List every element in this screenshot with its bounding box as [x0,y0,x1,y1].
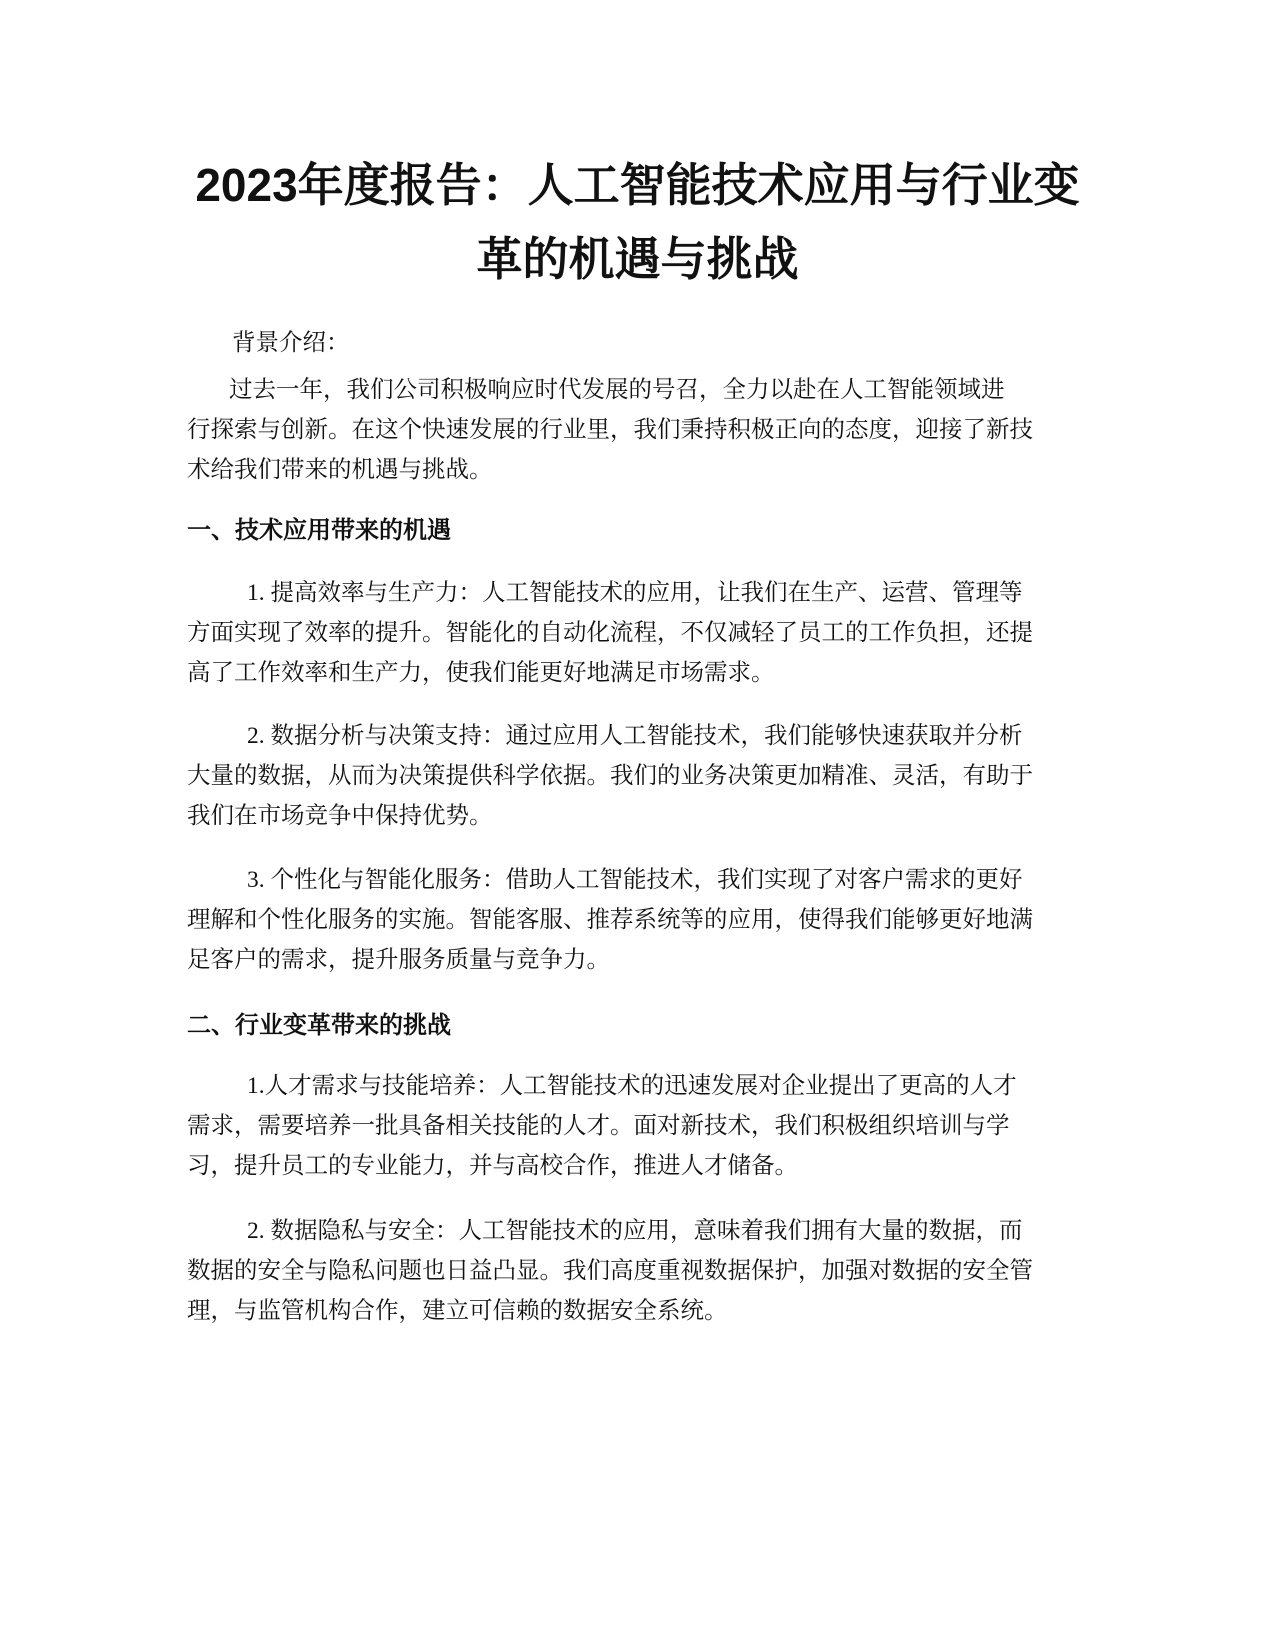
list-item [187,860,1093,980]
paragraph-line: 2. 数据分析与决策支持：通过应用人工智能技术，我们能够快速获取并分析 [247,723,1023,749]
paragraph-line: 理，与监管机构合作，建立可信赖的数据安全系统。 [187,1298,728,1324]
document-title [150,148,1125,296]
intro-label: 背景介绍： [232,330,350,356]
paragraph-line: 数据的安全与隐私问题也日益凸显。我们高度重视数据保护，加强对数据的安全管 [187,1258,1033,1284]
paragraph-line: 需求，需要培养一批具备相关技能的人才。面对新技术，我们积极组织培训与学 [187,1113,1010,1139]
paragraph-line: 术给我们带来的机遇与挑战。 [187,457,493,483]
list-item [187,1211,1093,1331]
paragraph-line: 习，提升员工的专业能力，并与高校合作，推进人才储备。 [187,1153,798,1179]
list-item [187,573,1093,693]
list-item [187,1066,1093,1186]
paragraph-line: 行探索与创新。在这个快速发展的行业里，我们秉持积极正向的态度，迎接了新技 [187,417,1033,443]
section-heading-opportunities: 一、技术应用带来的机遇 [187,517,451,544]
paragraph-line: 大量的数据，从而为决策提供科学依据。我们的业务决策更加精准、灵活，有助于 [187,763,1033,789]
section-heading-challenges: 二、行业变革带来的挑战 [187,1012,451,1039]
paragraph-line: 方面实现了效率的提升。智能化的自动化流程，不仅减轻了员工的工作负担，还提 [187,620,1033,646]
paragraph-line: 1. 提高效率与生产力：人工智能技术的应用，让我们在生产、运营、管理等 [247,580,1023,606]
paragraph-line: 足客户的需求，提升服务质量与竞争力。 [187,947,610,973]
paragraph-line: 高了工作效率和生产力，使我们能更好地满足市场需求。 [187,660,775,686]
paragraph-line: 1.人才需求与技能培养：人工智能技术的迅速发展对企业提出了更高的人才 [247,1073,1017,1099]
intro-paragraph [187,370,1093,490]
paragraph-line: 理解和个性化服务的实施。智能客服、推荐系统等的应用，使得我们能够更好地满 [187,907,1033,933]
paragraph-line: 我们在市场竞争中保持优势。 [187,803,493,829]
title-line-2: 革的机遇与挑战 [476,233,799,285]
title-line-1: 2023年度报告：人工智能技术应用与行业变 [195,159,1080,211]
paragraph-line: 过去一年，我们公司积极响应时代发展的号召，全力以赴在人工智能领域进 [229,377,1005,403]
paragraph-line: 3. 个性化与智能化服务：借助人工智能技术，我们实现了对客户需求的更好 [247,867,1023,893]
list-item [187,716,1093,836]
paragraph-line: 2. 数据隐私与安全：人工智能技术的应用，意味着我们拥有大量的数据，而 [247,1218,1023,1244]
